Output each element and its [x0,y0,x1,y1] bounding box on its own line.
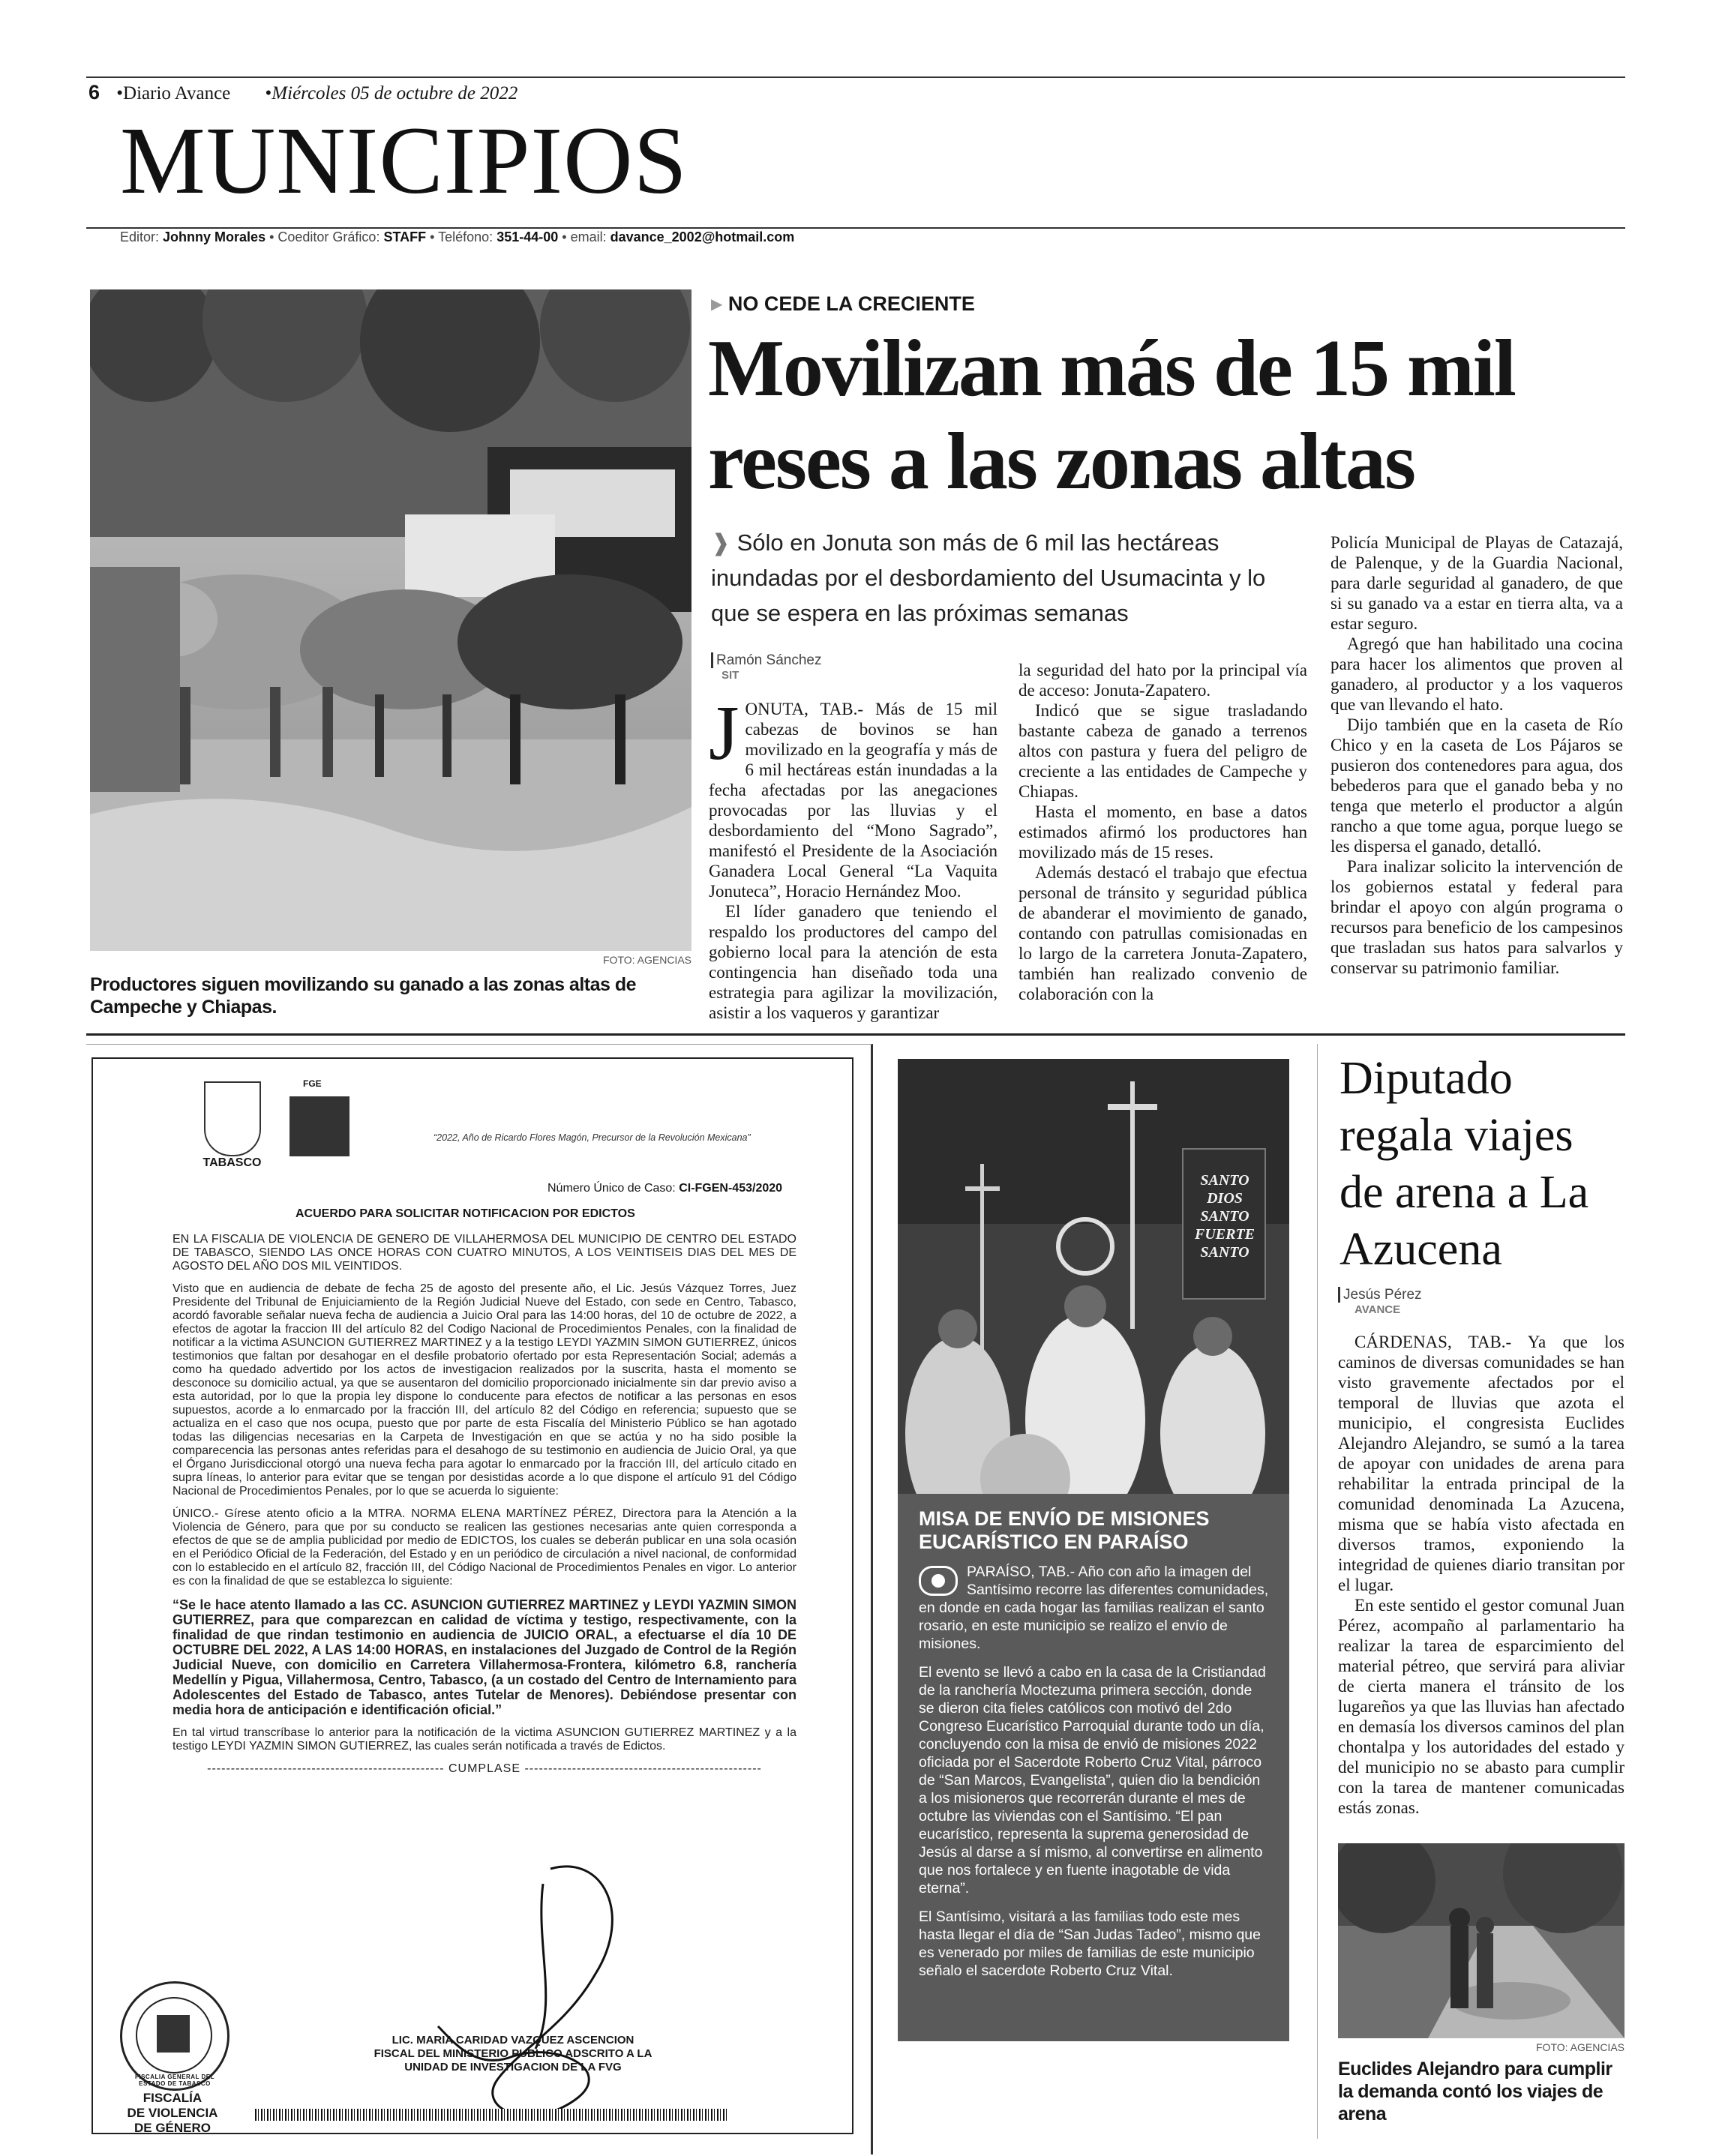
banner-word-4: FUERTE [1194,1226,1256,1243]
seal-text: FISCALIA GENERAL DEL ESTADO DE TABASCO [134,2074,214,2087]
cattle-photo-illustration [90,289,692,951]
banner-word-1: SANTO [1200,1172,1250,1189]
story-author-org: SIT [722,669,740,682]
editor-name: Johnny Morales [163,229,266,244]
folio-line: 6 •Diario Avance •Miércoles 05 de octubre de 2022 [88,81,518,103]
road-photo [1338,1843,1624,2038]
cattle-photo-caption: Productores siguen movilizando su ganado a las zonas altas de Campeche y Chiapas. [90,974,637,1018]
diputado-byline [1338,1287,1422,1316]
official-seal [120,1981,230,2091]
mass-story-box [898,1494,1289,2041]
banner-word-2: DIOS [1207,1190,1243,1207]
road-photo-caption: Euclides Alejandro para cumplir la demanda contó los viajes de arena [1338,2059,1612,2125]
tabasco-emblem [204,1081,261,1156]
banner-word-3: SANTO [1200,1208,1250,1225]
story-author: Ramón Sánchez [711,652,821,668]
masthead-credits: Editor: Johnny Morales • Coeditor Gráfico: STAFF • Teléfono: 351-44-00 • email: davance_2002@hotmail.com [120,229,795,244]
drop-cap: J [709,690,740,776]
cattle-photo [90,289,692,951]
barcode [255,2109,728,2121]
top-rule [86,76,1625,78]
section-divider [86,1033,1625,1036]
paper-name: Diario Avance [123,83,231,103]
banner-word-5: SANTO [1200,1244,1250,1261]
case-number-line: Número Único de Caso: CI-FGEN-453/2020 [548,1182,783,1195]
issue-date: Miércoles 05 de octubre de 2022 [272,83,518,103]
story-column-3: Policía Municipal de Playas de Catazajá, de Palenque, y de la Guardia Nacional, para darle seguridad al ganadero, de que si su ganado va a estar en tierra alta, va a estar seguro. Agregó que han habilitado una cocina para hacer los alimentos que proven al ganadero, al productor y a los vaqueros que van llevando el hato. Dijo también que en la caseta de Río Chico y en la caseta de Los Pájaros se pusieron dos contenedores para agua, dos bebederos para que el ganado beba y no tenga que meterlo el productor a algún rancho a que tome agua, porque luego se les dispersa el ganado, detalló. Para inalizar solicito la intervención de los gobiernos estatal y federal para brindar el apoyo con algún programa o recursos para beneficio de los campesinos que trasladan sus hatos para salvarlos y conservar su patrimonio familiar. [1330,533,1623,977]
bracket-marker-icon: ❱ [711,529,730,556]
diputado-headline: Diputado regala viajes de arena a La Azucena [1340,1053,1589,1275]
handwritten-signature [408,1854,648,2134]
official-motto: “2022, Año de Ricardo Flores Magón, Precursor de la Revolución Mexicana” [434,1132,751,1143]
signer-name: LIC. MARIA CARIDAD VAZQUEZ ASCENCION [392,2034,634,2047]
column-divider [1317,1044,1318,2139]
page-number: 6 [88,81,100,103]
notice-summons: “Se le hace atento llamado a las CC. ASUNCION GUTIERREZ MARTINEZ y LEYDI YAZMIN SIMON GUTIERREZ, para que comparezcan en calidad de víctima y testigo, respectivamente, con la finalidad de que rindan testimonio en audiencia de JUICIO ORAL, a efectuarse el día 10 DE OCTUBRE DEL 2022, A LAS 14:00 HORAS, en instalaciones del Juzgado de Control de la Región Judicial Nueve, con domicilio en Carretera Villahermosa-Frontera, kilómetro 6.8, ranchería Medellín y Pigua, Villahermosa, Centro, Tabasco, (a un costado del Centro de Internamiento para Adolescentes del Estado de Tabasco, antes Tutelar de Menores). Debiéndose presentar con media hora de anticipación e identificación oficial.” [172,1597,796,1717]
story-kicker: ▶ NO CEDE LA CRECIENTE [711,292,975,315]
story-subhead: ❱ Sólo en Jonuta son más de 6 mil las hectáreas inundadas por el desbordamiento del Usumacinta y lo que se espera en las próximas semanas [711,529,1266,626]
unit-name: FISCALÍA DE VIOLENCIA DE GÉNERO [127,2091,218,2134]
mass-story-text [919,1563,1271,1990]
mass-story-lead: PARAÍSO, TAB.- Año con año la imagen del Santísimo recorre las diferentes comunidades, en donde en cada hogar las familias realizan el santo rosario, en este municipio se realizo el envío de misiones. [919,1564,1269,1652]
diputado-text: CÁRDENAS, TAB.- Ya que los caminos de diversas comunidades se han visto gravemente afectados por el temporal de lluvias que azota el municipio, el congresista Euclides Alejandro Alejandro, se sumó a la tarea de apoyar con unidades de arena para rehabilitar la entrada principal de la comunidad denominada La Azucena, misma que se había visto afectada en diversos tramos, exponiendo la integridad de quienes diario transitan por el lugar. En este sentido el gestor comunal Juan Pérez, acompaño al parlamentario ha realizar la tarea de esparcimiento del material pétreo, que servirá para aliviar de cierta manera el tránsito de los lugareños ya que las lluvias han afectado en demasía los diversos caminos del plan chontalpa y los autoridades del estado y del municipio no se abasto para cumplir con la tarea de mantener comunicadas estás zonas. [1338,1333,1624,1817]
title-rule [86,227,1625,229]
diputado-author: Jesús Pérez [1338,1287,1422,1303]
story-column-2: la seguridad del hato por la principal vía de acceso: Jonuta-Zapatero. Indicó que se sigue trasladando bastante cabeza de ganado a terrenos altos con pastura y fuera del peligro de creciente a las entidades de Campeche y Chiapas. Hasta el momento, en base a datos estimados afirmó los productores han movilizado más de 15 reses. Además destacó el trabajo que efectua personal de tránsito y seguridad pública de abanderar el movimiento de ganado, contando con patrullas comisionadas en lo largo de la carretera Jonuta-Zapatero, también han realizado convenio de colaboración con la [1018,661,1307,1003]
legal-notice [92,1057,854,2134]
case-number: CI-FGEN-453/2020 [679,1182,783,1195]
procession-banner [1187,1171,1262,1261]
story-byline [711,652,821,682]
triangle-marker-icon: ▶ [711,296,723,313]
record-circle-icon [919,1566,958,1596]
notice-unico: ÚNICO.- Gírese atento oficio a la MTRA. NORMA ELENA MARTÍNEZ PÉREZ, Directora para la Atención a la Violencia de Género, para que por su conducto se realicen las gestiones necesarias ante quien corresponda a efectos de que se de amplia publicidad por medio de EDICTOS, los cuales se deberán publicar en una sola ocasión en el Periódico Oficial de la Federación, del Estado y en un periódico de circulación a nivel nacional, de conformidad con lo establecido en el artículo 82, fracción III, del Código Nacional de Procedimientos Penales en vigor. Lo anterior es con la finalidad de que se establezca lo siguiente: [172,1507,796,1588]
road-photo-credit: FOTO: AGENCIAS [1536,2041,1624,2053]
coeditor-name: STAFF [383,229,427,244]
story-headline: Movilizan más de 15 mil reses a las zonas altas [708,324,1515,506]
mass-story-title: MISA DE ENVÍO DE MISIONES EUCARÍSTICO EN PARAÍSO [919,1507,1210,1553]
signer-block: LIC. MARIA CARIDAD VAZQUEZ ASCENCION FISCAL DEL MINISTERIO PUBLICO ADSCRITO A LA UNIDAD DE INVESTIGACION DE LA FVG [318,2034,708,2074]
notice-visto: Visto que en audiencia de debate de fecha 25 de agosto del presente año, el Lic. Jesús Vázquez Torres, Juez Presidente del Tribunal de Enjuiciamiento de la Región Judicial Nueve del Estado, con sede en Centro, Tabasco, acordó favorable señalar nueva fecha de audiencia a Juicio Oral para las 14:00 horas, del 10 de octubre de 2022, a efectos de agotar la fraccion III del artículo 82 del Codigo Nacional de Procedimientos Penales, con la finalidad de notificar a la victima ASUNCION GUTIERREZ MARTINEZ y a la testigo LEYDI YAZMIN SIMON GUTIERREZ, únicos testimonios que faltan por desahogar en el desfile probatorio ofertado por esta Representación Social; además a como ha quedado advertido por los actos de investigacion realizados por la suscrita, hasta el momento se desconoce su domicilio actual, ya que se ausentaron del domicilio proporcionado inicialmente sin dar previo aviso a esta autoridad, por lo que la propia ley dispone lo conducente para efectos de notificar a las personas en esos supuestos, acorde a lo enmarcado por la fracción III, del artículo 82 del Código en referencia; supuesto que se actualiza en el caso que nos ocupa, puesto que por parte de esta Fiscalía del Ministerio Público se han agotado todas las diligencias necesarias en la Carpeta de Investigación en que se actúa y no ha sido posible la comparecencia las personas antes referidas para el desahogo de su testimonio en audiencia de Juicio Oral, ya que el Órgano Jurisdiccional otorgó una nueva fecha para agotar lo enmarcado por la fracción III, del artículo citado en supra líneas, lo anterior para evitar que se tengan por desistidas acorde a lo que dispone el artículo 91 del Código Nacional de Procedimientos Penales, por lo que se acuerda lo siguiente: [172,1282,796,1498]
mass-story-p3: El Santísimo, visitará a las familias todo este mes hasta llegar el día de “San Judas Tadeo”, mismo que es venerado por miles de familias de este municipio señalo el sacerdote Roberto Cruz Vital. [919,1909,1261,1979]
procession-photo [898,1059,1289,1494]
procession-photo-illustration [898,1059,1289,1494]
notice-opening: EN LA FISCALIA DE VIOLENCIA DE GENERO DE VILLAHERMOSA DEL MUNICIPIO DE CENTRO DEL ESTADO DE TABASCO, SIENDO LAS ONCE HORAS CON CUATRO MINUTOS, A LOS VEINTISEIS DIAS DEL MES DE AGOSTO DEL AÑO DOS MIL VEINTIDOS. [172,1233,796,1273]
cumplase-label: CUMPLASE [448,1762,521,1775]
fge-emblem [290,1096,350,1156]
email-address: davance_2002@hotmail.com [610,229,795,244]
story-column-1: JONUTA, TAB.- Más de 15 mil cabezas de bovinos se han movilizado en la geografía y más de 6 mil hectáreas están inundadas a la fecha afectadas por las anegaciones provocadas por las lluvias y el desbordamiento del “Mono Sagrado”, manifestó el Presidente de la Asociación Ganadera Local General “La Vaquita Jonuteca”, Horacio Hernández Moo. El líder ganadero que teniendo el respaldo los productores del campo del gobierno local para la atención de esta contingencia han diseñado toda una estrategia para agilizar la movilización, asistir a los vaqueros y garantizar [709,690,998,1022]
road-photo-illustration [1338,1843,1624,2038]
notice-title: ACUERDO PARA SOLICITAR NOTIFICACION POR EDICTOS [296,1207,635,1220]
notice-closing: En tal virtud transcríbase lo anterior para la notificación de la victima ASUNCION GUTIERREZ MARTINEZ y a la testigo LEYDI YAZMIN SIMON GUTIERREZ, las cuales serán notificada a través de Edictos. [172,1726,796,1753]
emblem-label: TABASCO [202,1156,262,1169]
notice-body: EN LA FISCALIA DE VIOLENCIA DE GENERO DE VILLAHERMOSA DEL MUNICIPIO DE CENTRO DEL ESTADO DE TABASCO, SIENDO LAS ONCE HORAS CON CUATRO MINUTOS, A LOS VEINTISEIS DIAS DEL MES DE AGOSTO DEL AÑO DOS MIL VEINTIDOS. Visto que en audiencia de debate de fecha 25 de agosto del presente año, el Lic. Jesús Vázquez Torres, Juez Presidente del Tribunal de Enjuiciamiento de la Región Judicial Nueve del Estado, con sede en Centro, Tabasco, acordó favorable señalar nueva fecha de audiencia a Juicio Oral para las 14:00 horas, del 10 de octubre de 2022, a efectos de agotar la fraccion III del artículo 82 del Codigo Nacional de Procedimientos Penales, con la finalidad de notificar a la victima ASUNCION GUTIERREZ MARTINEZ y a la testigo LEYDI YAZMIN SIMON GUTIERREZ, únicos testimonios que faltan por desahogar en el desfile probatorio ofertado por esta Representación Social; además a como ha quedado advertido por los actos de investigacion realizados por la suscrita, hasta el momento se desconoce su domicilio actual, ya que se ausentaron del domicilio proporcionado inicialmente sin dar previo aviso a esta autoridad, por lo que la propia ley dispone lo conducente para efectos de notificar a las personas en esos supuestos, acorde a lo enmarcado por la fracción III, del artículo 82 del Código en referencia; supuesto que se actualiza en el caso que nos ocupa, puesto que por parte de esta Fiscalía del Ministerio Público se han agotado todas las diligencias necesarias en la Carpeta de Investigación en que se actúa y no ha sido posible la comparecencia las personas antes referidas para el desahogo de su testimonio en audiencia de Juicio Oral, ya que el Órgano Jurisdiccional otorgó una nueva fecha para agotar lo enmarcado por la fracción III, del artículo citado en supra líneas, lo anterior para evitar que se tengan por desistidas acorde a lo que dispone el artículo 91 del Código Nacional de Procedimientos Penales, por lo que se acuerda lo siguiente: ÚNICO.- Gírese atento oficio a la MTRA. NORMA ELENA MARTÍNEZ PÉREZ, Directora para la Atención a la Violencia de Género, para que por su conducto se realicen las gestiones necesarias ante quien corresponda a efectos de que se de amplia publicidad por medio de EDICTOS, los cuales se deberán publicar en una sola ocasión en el Periódico Oficial de la Federación, del Estado y en un periódico de circulación a nivel nacional, de conformidad con lo establecido en el artículo 82, fracción III, del Código Nacional de Procedimientos Penales en vigor. Lo anterior es con la finalidad de que se establezca lo siguiente: “Se le hace atento llamado a las CC. ASUNCION GUTIERREZ MARTINEZ y LEYDI YAZMIN SIMON GUTIERREZ, para que comparezcan en calidad de víctima y testigo, respectivamente, con la finalidad de que rindan testimonio en audiencia de JUICIO ORAL, a efectuarse el día 10 DE OCTUBRE DEL 2022, A LAS 14:00 HORAS, en instalaciones del Juzgado de Control de la Región Judicial Nueve, con domicilio en Carretera Villahermosa-Frontera, kilómetro 6.8, ranchería Medellín y Pigua, Villahermosa, Centro, Tabasco, (a un costado del Centro de Internamiento para Adolescentes del Estado de Tabasco, antes Tutelar de Menores). Debiéndose presentar con media hora de anticipación e identificación oficial.” En tal virtud transcríbase lo anterior para la notificación de la victima ASUNCION GUTIERREZ MARTINEZ y a la testigo LEYDI YAZMIN SIMON GUTIERREZ, las cuales serán notificada a través de Edictos. -------------------------------------------------- CUMPLASE -------------------------------------------------- [172,1233,796,1775]
diputado-author-org: AVANCE [1354,1303,1401,1316]
section-title: MUNICIPIOS [120,107,688,214]
phone-number: 351-44-00 [496,229,559,244]
mass-story-p2: El evento se llevó a cabo en la casa de la Cristiandad de la ranchería Moctezuma primera sección, donde se dieron cita fieles católicos con motivó del 2do Congreso Eucarístico Parroquial durante todo un día, concluyendo con la misa de envió de misiones 2022 oficiada por el Sacerdote Roberto Cruz Vital, párroco de “San Marcos, Evangelista”, quien dio la bendición a los misioneros que recorrerán durante el mes de octubre las viviendas con el Santísimo. “El pan eucarístico, representa la suprema generosidad de Jesús al darse a sí mismo, al convertirse en alimento que nos fortalece y en fuente inagotable de vida eterna”. [919,1664,1266,1897]
cattle-photo-credit: FOTO: AGENCIAS [603,954,692,966]
fge-label: FGE [303,1078,322,1089]
